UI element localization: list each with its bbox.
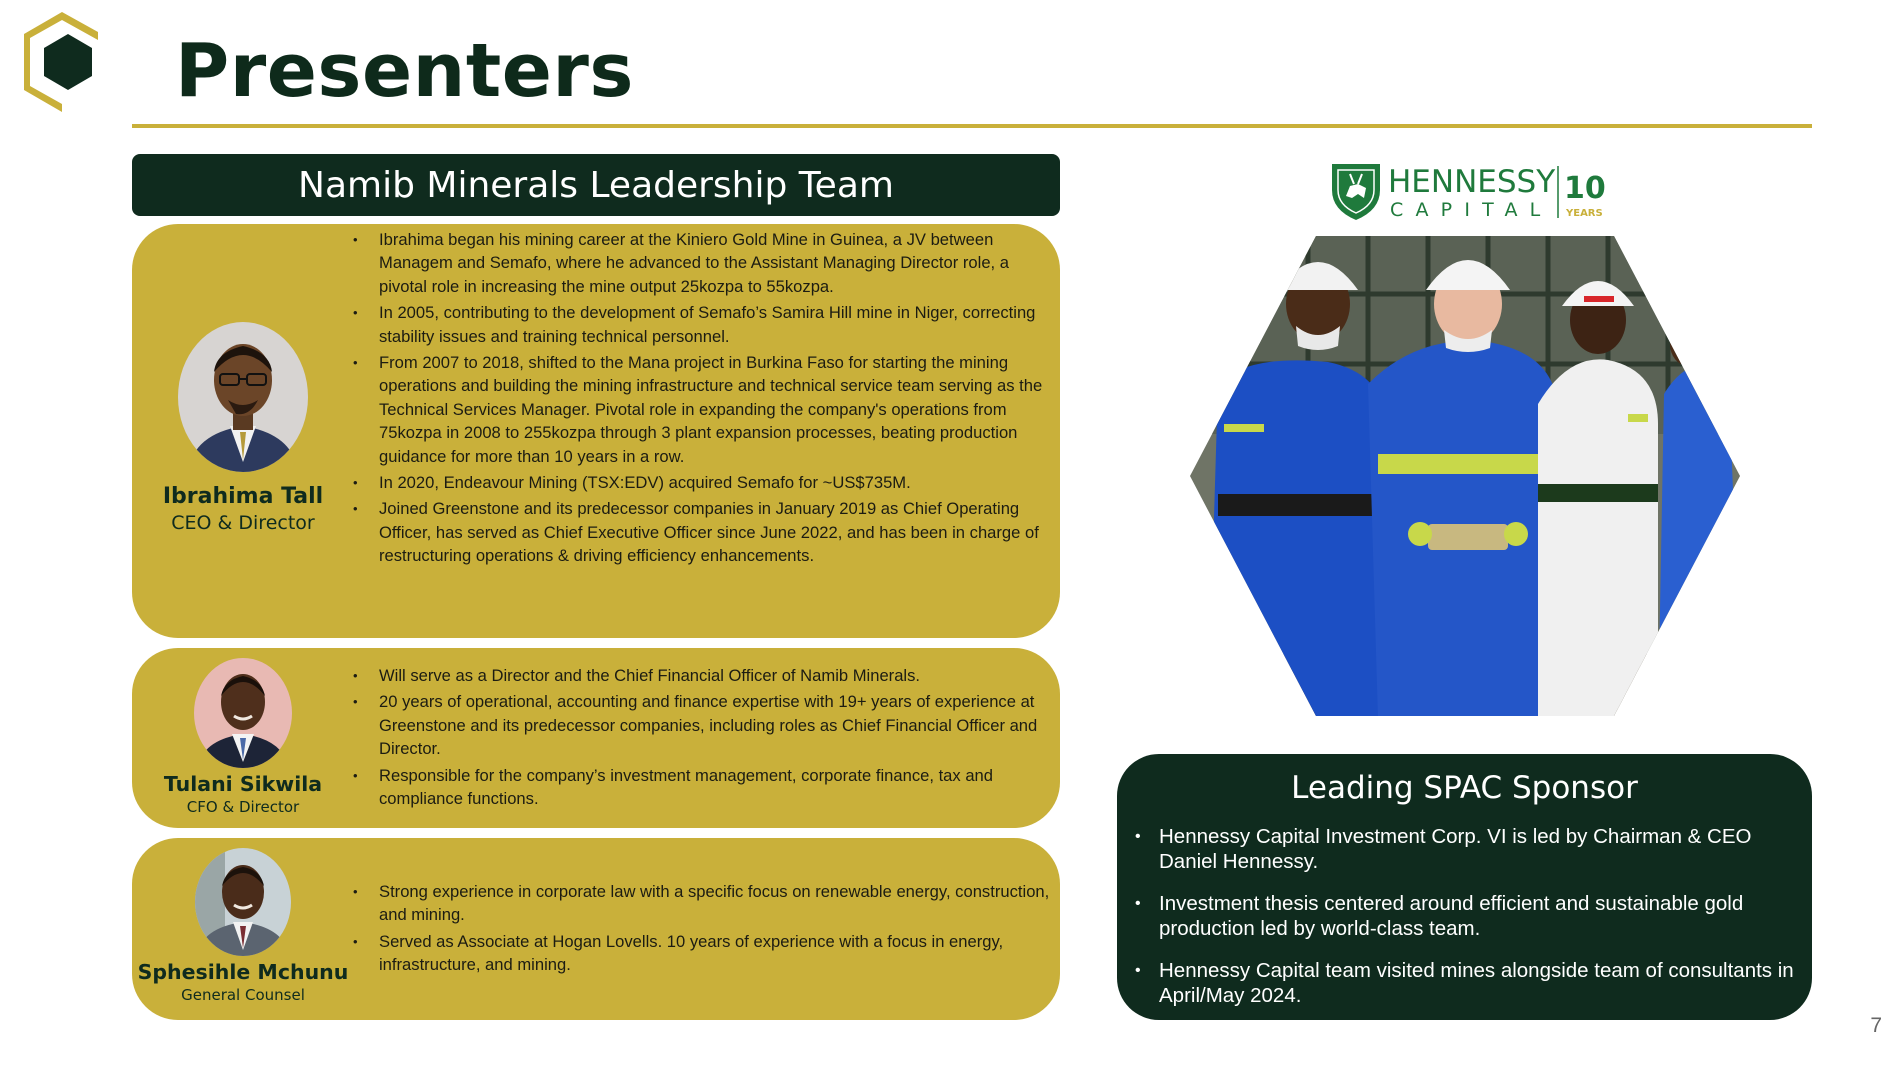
leader-bullets — [350, 228, 1050, 571]
bullet-item: • Responsible for the company’s investment management, corporate finance, tax and compliance functions. — [350, 764, 1050, 811]
leader-card-tulani — [132, 648, 1060, 828]
page-number: 7 — [1870, 1014, 1882, 1037]
bullet-item: • Will serve as a Director and the Chief Financial Officer of Namib Minerals. — [350, 664, 1050, 687]
leader-card-ibrahima — [132, 224, 1060, 638]
bullet-item: • Investment thesis centered around efficient and sustainable gold production led by world-class team. — [1129, 891, 1794, 941]
leader-role: CFO & Director — [186, 798, 300, 816]
spac-title: Leading SPAC Sponsor — [1291, 770, 1638, 806]
hennessy-logo-years-num: 10 — [1564, 171, 1606, 206]
avatar — [194, 658, 292, 768]
leader-profile — [132, 322, 354, 534]
leader-name: Tulani Sikwila — [163, 772, 323, 796]
leader-name: Sphesihle Mchunu — [137, 960, 349, 984]
leader-bullets — [350, 664, 1050, 813]
leadership-header: Namib Minerals Leadership Team — [132, 154, 1060, 216]
leader-name: Ibrahima Tall — [162, 484, 324, 509]
site-visit-photo — [1188, 234, 1742, 718]
bullet-item: • Joined Greenstone and its predecessor companies in January 2019 as Chief Operating Officer, has served as Chief Executive Officer since June 2022, and has been in charge of restructuring operations & driving efficiency enhancements. — [350, 497, 1050, 567]
leader-bullets — [350, 880, 1050, 980]
bullet-item: • In 2020, Endeavour Mining (TSX:EDV) acquired Semafo for ~US$735M. — [350, 471, 1050, 494]
hennessy-logo-name: HENNESSY — [1388, 164, 1556, 200]
bullet-item: • In 2005, contributing to the development of Semafo’s Samira Hill mine in Niger, correcting stability issues and training technical personnel. — [350, 301, 1050, 348]
hennessy-logo-sub: CAPITAL — [1390, 199, 1553, 221]
avatar — [195, 848, 291, 956]
leader-profile — [132, 658, 354, 816]
bullet-item: • Served as Associate at Hogan Lovells. 10 years of experience with a focus in energy, infrastructure, and mining. — [350, 930, 1050, 977]
leader-profile — [132, 848, 354, 1004]
company-logo — [22, 10, 102, 114]
leader-role: CEO & Director — [171, 512, 315, 534]
leader-role: General Counsel — [181, 986, 305, 1004]
leader-card-sphesihle — [132, 838, 1060, 1020]
hennessy-logo-years-label: YEARS — [1566, 208, 1603, 219]
bullet-item: • Hennessy Capital Investment Corp. VI is led by Chairman & CEO Daniel Hennessy. — [1129, 824, 1794, 874]
bullet-item: • Strong experience in corporate law with a specific focus on renewable energy, construction, and mining. — [350, 880, 1050, 927]
bullet-item: • 20 years of operational, accounting and finance expertise with 19+ years of experience at Greenstone and its predecessor companies, including roles as Chief Financial Officer and Director. — [350, 690, 1050, 760]
spac-bullets — [1117, 824, 1812, 1008]
bullet-item: • Hennessy Capital team visited mines alongside team of consultants in April/May 2024. — [1129, 958, 1794, 1008]
title-divider — [132, 124, 1812, 128]
hennessy-capital-logo — [1328, 160, 1608, 222]
page-title: Presenters — [175, 28, 634, 114]
avatar — [178, 322, 308, 472]
spac-sponsor-panel — [1117, 754, 1812, 1020]
bullet-item: • Ibrahima began his mining career at the Kiniero Gold Mine in Guinea, a JV between Managem and Semafo, where he advanced to the Assistant Managing Director role, a pivotal role in increasing the mine output 25kozpa to 55kozpa. — [350, 228, 1050, 298]
bullet-item: • From 2007 to 2018, shifted to the Mana project in Burkina Faso for starting the mining operations and building the mining infrastructure and technical service team serving as the Technical Services Manager. Pivotal role in expanding the company's operations from 75kozpa in 2008 to 255kozpa through 3 plant expansion processes, beating production guidance for more than 10 years in a row. — [350, 351, 1050, 468]
